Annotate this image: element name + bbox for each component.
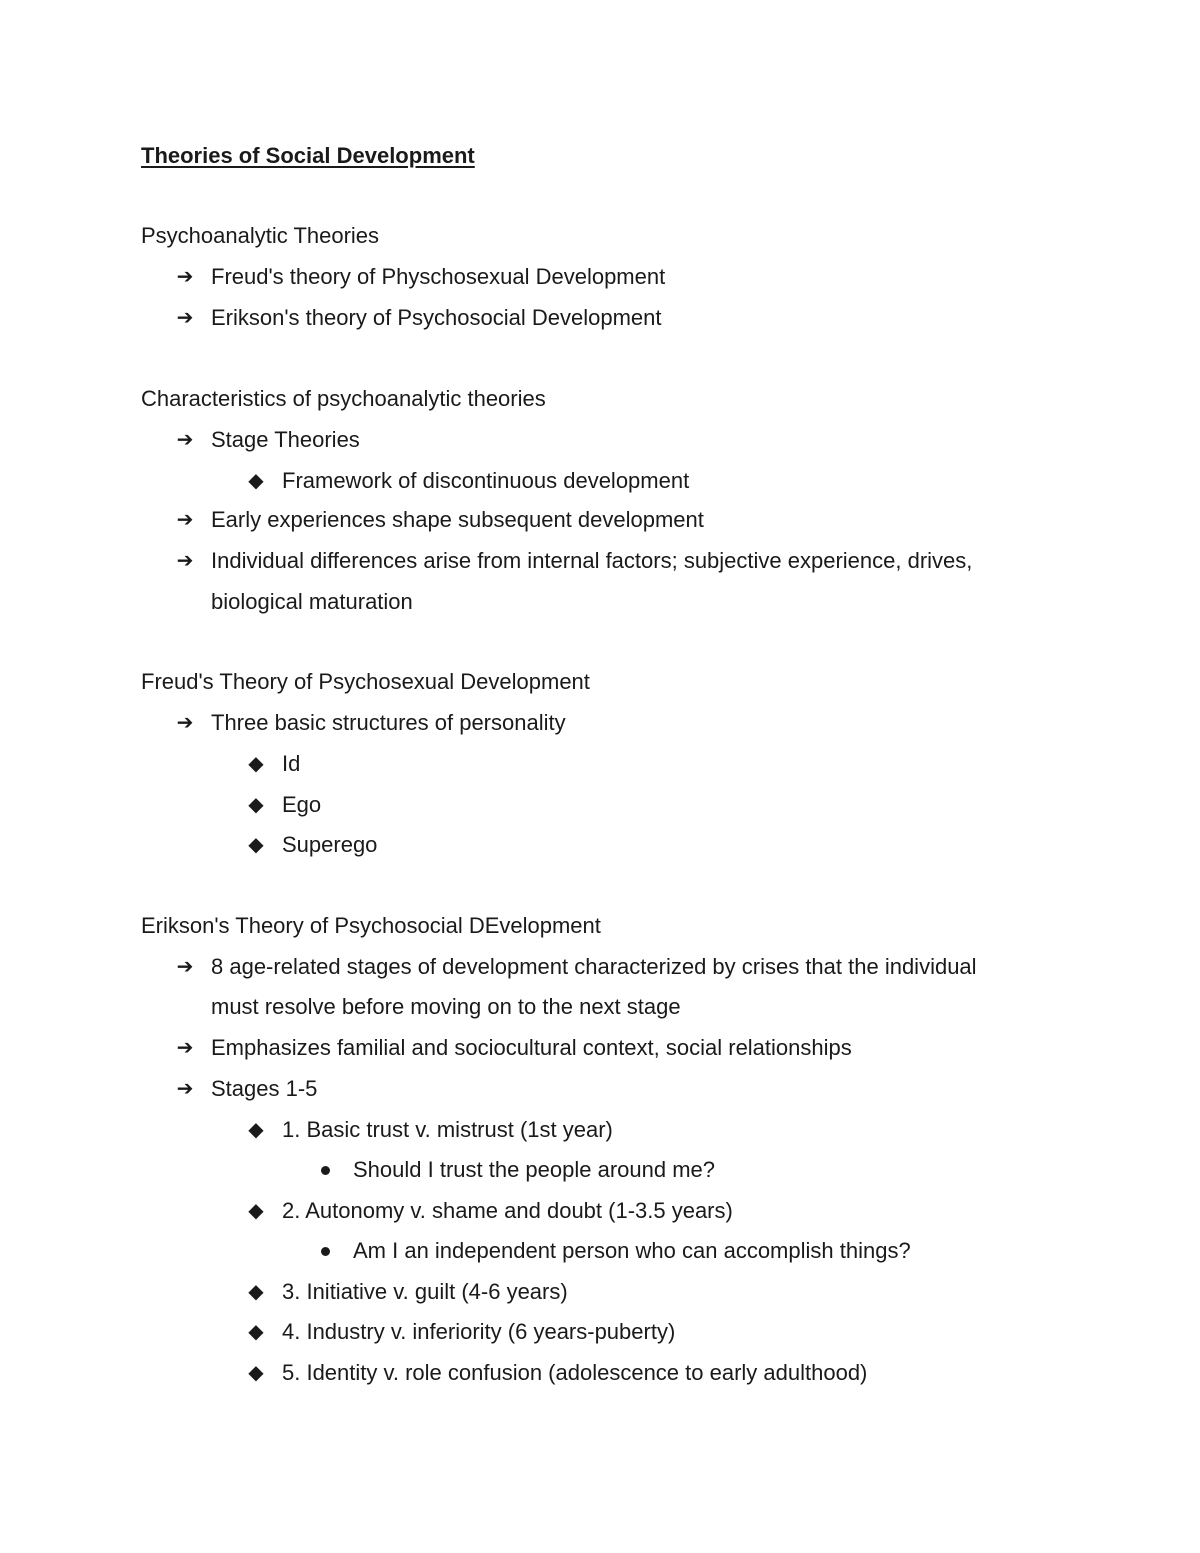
arrow-bullet-icon: ➔ xyxy=(176,429,194,451)
diamond-bullet-icon: ◆ xyxy=(248,794,264,816)
list-item: Should I trust the people around me? xyxy=(353,1157,716,1182)
list-item: 1. Basic trust v. mistrust (1st year) xyxy=(282,1117,613,1142)
arrow-bullet-icon: ➔ xyxy=(176,1037,194,1059)
list-item: Erikson's theory of Psychosocial Development xyxy=(211,305,662,330)
diamond-bullet-icon: ◆ xyxy=(248,470,264,492)
arrow-bullet-icon: ➔ xyxy=(176,307,194,329)
diamond-bullet-icon: ◆ xyxy=(248,1119,264,1141)
arrow-bullet-icon: ➔ xyxy=(176,956,194,978)
arrow-bullet-icon: ➔ xyxy=(176,1078,194,1100)
diamond-bullet-icon: ◆ xyxy=(248,834,264,856)
list-item: Am I an independent person who can accomplish things? xyxy=(353,1238,911,1263)
section-heading-freud: Freud's Theory of Psychosexual Development xyxy=(141,669,590,694)
diamond-bullet-icon: ◆ xyxy=(248,753,264,775)
list-item: Three basic structures of personality xyxy=(211,710,566,735)
list-item: 2. Autonomy v. shame and doubt (1-3.5 years) xyxy=(282,1198,733,1223)
list-item-continuation: biological maturation xyxy=(211,589,413,614)
section-heading-characteristics: Characteristics of psychoanalytic theories xyxy=(141,386,546,411)
list-item: Ego xyxy=(282,792,322,817)
list-item: Emphasizes familial and sociocultural context, social relationships xyxy=(211,1035,852,1060)
diamond-bullet-icon: ◆ xyxy=(248,1321,264,1343)
page-title: Theories of Social Development xyxy=(141,143,475,168)
diamond-bullet-icon: ◆ xyxy=(248,1281,264,1303)
list-item-continuation: must resolve before moving on to the next stage xyxy=(211,994,681,1019)
list-item: Early experiences shape subsequent development xyxy=(211,507,704,532)
arrow-bullet-icon: ➔ xyxy=(176,266,194,288)
list-item: Stage Theories xyxy=(211,427,360,452)
list-item: 3. Initiative v. guilt (4-6 years) xyxy=(282,1279,568,1304)
list-item: Individual differences arise from internal factors; subjective experience, drives, xyxy=(211,548,973,573)
arrow-bullet-icon: ➔ xyxy=(176,712,194,734)
list-item: Stages 1-5 xyxy=(211,1076,318,1101)
arrow-bullet-icon: ➔ xyxy=(176,509,194,531)
list-item: 5. Identity v. role confusion (adolescence to early adulthood) xyxy=(282,1360,868,1385)
list-item: Superego xyxy=(282,832,378,857)
arrow-bullet-icon: ➔ xyxy=(176,550,194,572)
list-item: 8 age-related stages of development characterized by crises that the individual xyxy=(211,954,977,979)
diamond-bullet-icon: ◆ xyxy=(248,1200,264,1222)
dot-bullet-icon xyxy=(321,1166,330,1175)
list-item: Id xyxy=(282,751,301,776)
dot-bullet-icon xyxy=(321,1247,330,1256)
section-heading-erikson: Erikson's Theory of Psychosocial DEvelopment xyxy=(141,913,601,938)
list-item: Framework of discontinuous development xyxy=(282,468,690,493)
diamond-bullet-icon: ◆ xyxy=(248,1362,264,1384)
list-item: Freud's theory of Physchosexual Development xyxy=(211,264,666,289)
section-heading-psychoanalytic: Psychoanalytic Theories xyxy=(141,223,380,248)
list-item: 4. Industry v. inferiority (6 years-puberty) xyxy=(282,1319,676,1344)
